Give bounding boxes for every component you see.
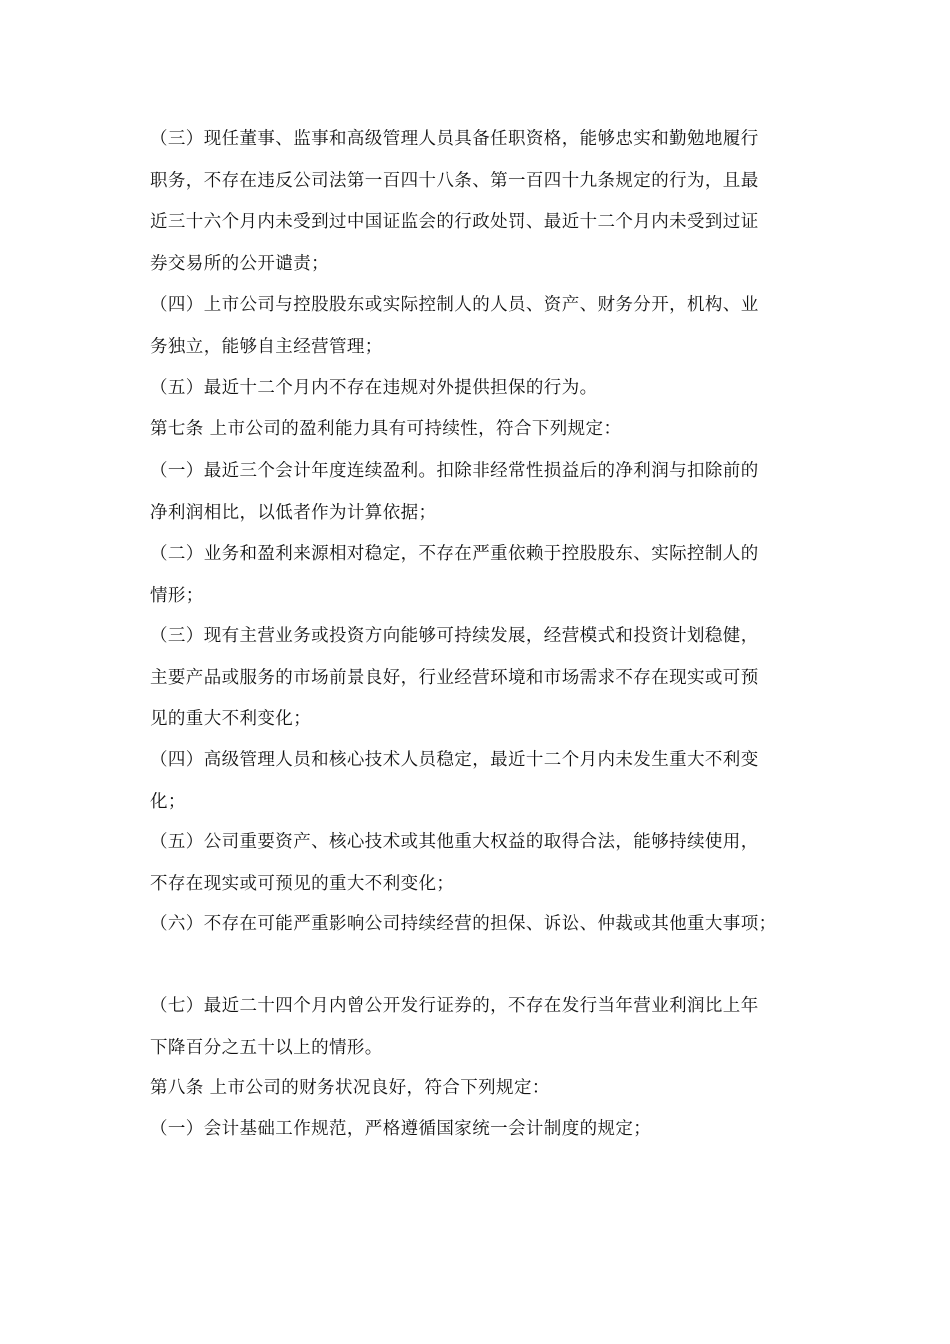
text-line: （三）现有主营业务或投资方向能够可持续发展，经营模式和投资计划稳健， [150,626,759,646]
text-line: （六）不存在可能严重影响公司持续经营的担保、诉讼、仲裁或其他重大事项； [150,914,777,934]
text-line: （七）最近二十四个月内曾公开发行证券的，不存在发行当年营业利润比上年 [150,996,759,1016]
article-7-item-5 [150,822,830,905]
text-line: 第七条 上市公司的盈利能力具有可持续性，符合下列规定： [150,419,622,439]
article-7-item-2 [150,534,830,617]
text-line: 净利润相比，以低者作为计算依据； [150,502,437,523]
text-line: 情形； [150,585,204,606]
text-line: 务独立，能够自主经营管理； [150,336,383,357]
text-line: 不存在现实或可预见的重大不利变化； [150,873,455,894]
text-line: （五）最近十二个月内不存在违规对外提供担保的行为。 [150,378,598,398]
text-line: （二）业务和盈利来源相对稳定，不存在严重依赖于控股股东、实际控制人的 [150,544,759,564]
text-line: （一）会计基础工作规范，严格遵循国家统一会计制度的规定； [150,1119,652,1139]
text-line: 主要产品或服务的市场前景良好，行业经营环境和市场需求不存在现实或可预 [150,667,759,688]
article-7-item-6 [150,904,830,946]
text-line: 见的重大不利变化； [150,709,312,729]
text-line: 券交易所的公开谴责； [150,253,329,274]
text-line: 近三十六个月内未受到过中国证监会的行政处罚、最近十二个月内未受到过证 [150,212,759,232]
paragraph-directors-qualification [150,119,830,285]
text-line: （三）现任董事、监事和高级管理人员具备任职资格，能够忠实和勤勉地履行 [150,129,759,149]
article-7-item-3 [150,616,830,741]
text-line: 化； [150,791,186,812]
text-line: 下降百分之五十以上的情形。 [150,1037,383,1058]
text-line: 职务，不存在违反公司法第一百四十八条、第一百四十九条规定的行为，且最 [150,170,759,191]
article-8-item-1 [150,1109,830,1151]
text-line: （四）高级管理人员和核心技术人员稳定，最近十二个月内未发生重大不利变 [150,750,759,770]
text-line: （一）最近三个会计年度连续盈利。扣除非经常性损益后的净利润与扣除前的 [150,461,759,481]
article-7-item-7 [150,986,830,1069]
text-line: （四）上市公司与控股股东或实际控制人的人员、资产、财务分开，机构、业 [150,295,759,315]
article-8-heading [150,1068,830,1110]
article-7-item-1 [150,451,830,534]
text-line: （五）公司重要资产、核心技术或其他重大权益的取得合法，能够持续使用， [150,832,759,852]
text-line: 第八条 上市公司的财务状况良好，符合下列规定： [150,1078,550,1098]
paragraph-no-illegal-guarantee [150,368,830,410]
article-7-item-4 [150,740,830,823]
article-7-heading [150,409,830,451]
paragraph-independence [150,285,830,368]
